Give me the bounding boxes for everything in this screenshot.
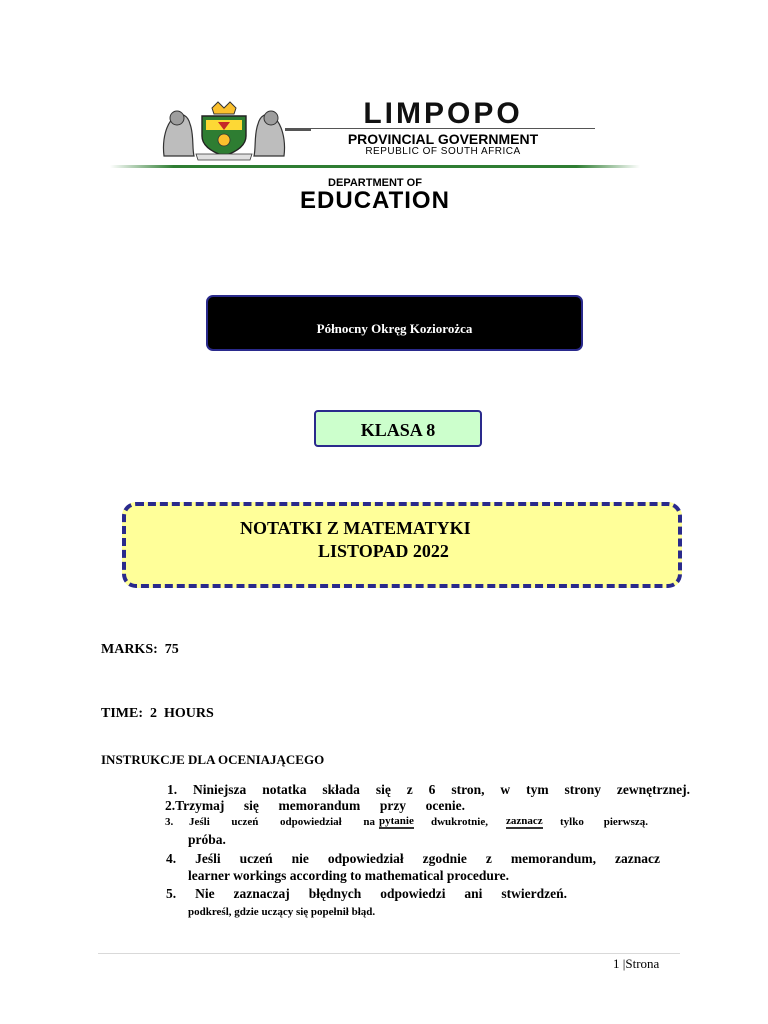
- document-date: LISTOPAD 2022: [318, 541, 449, 561]
- brand-subtitle: PROVINCIAL GOVERNMENT: [347, 131, 539, 147]
- document-title-box: [122, 502, 682, 588]
- coat-of-arms-icon: [160, 100, 288, 162]
- instruction-item-5: 5. Nie zaznaczaj błędnych odpowiedzi ani stwierdzeń.: [166, 886, 567, 901]
- header-rule-left: [285, 129, 311, 131]
- footer-divider: [98, 953, 680, 954]
- header-divider: [110, 165, 640, 168]
- instruction-item-5-continuation: podkreśl, gdzie uczący się popełnił błąd.: [188, 906, 376, 918]
- grade-box: [314, 410, 482, 447]
- page-number: 1 |Strona: [613, 956, 660, 971]
- district-box: [206, 295, 583, 351]
- instruction-item-3-text-e: tylko pierwszą.: [560, 816, 648, 828]
- instruction-item-1: 1. Niniejsza notatka składa się z 6 stron, w tym strony zewnętrznej.: [167, 782, 690, 797]
- instruction-item-3-text-c: dwukrotnie,: [431, 816, 488, 828]
- instruction-item-3-number: 3.: [165, 816, 174, 828]
- instruction-item-3-text-a: Jeśli uczeń odpowiedział na: [189, 816, 375, 828]
- instruction-item-3-underlined-question: pytanie: [379, 815, 414, 827]
- time-allowed: TIME: 2 HOURS: [101, 706, 214, 721]
- brand-title: LIMPOPO: [363, 97, 523, 130]
- department-name: EDUCATION: [300, 187, 450, 214]
- brand-country: REPUBLIC OF SOUTH AFRICA: [365, 146, 521, 157]
- marks-total: MARKS: 75: [101, 642, 179, 657]
- instructions-heading: INSTRUKCJE DLA OCENIAJĄCEGO: [101, 752, 325, 767]
- department-label: DEPARTMENT OF: [328, 177, 422, 189]
- grade-label: KLASA 8: [360, 420, 436, 440]
- instruction-item-3-continuation: próba.: [188, 832, 226, 847]
- district-label: Północny Okręg Koziorożca: [316, 321, 473, 336]
- instruction-item-2: 2.Trzymaj się memorandum przy ocenie.: [165, 798, 465, 813]
- instruction-item-4: 4. Jeśli uczeń nie odpowiedział zgodnie z memorandum, zaznacz: [166, 851, 660, 866]
- letterhead: [105, 95, 645, 220]
- instruction-item-4-continuation: learner workings according to mathematical procedure.: [188, 868, 509, 883]
- instruction-item-3-underlined-mark: zaznacz: [506, 815, 543, 827]
- document-title: NOTATKI Z MATEMATYKI: [240, 518, 471, 538]
